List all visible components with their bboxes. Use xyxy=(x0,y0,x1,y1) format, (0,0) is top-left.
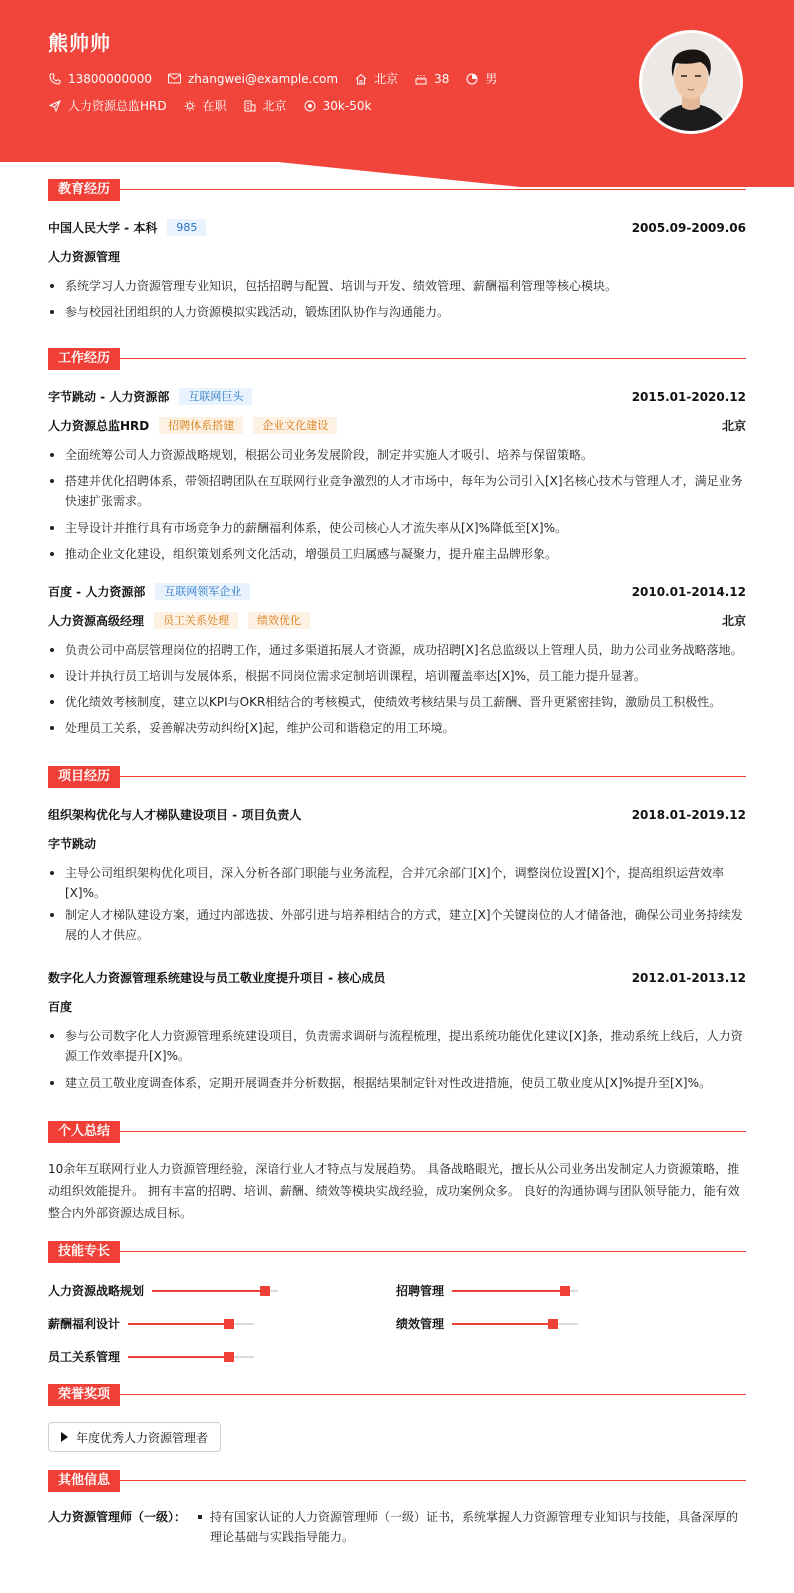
section-divider xyxy=(48,358,746,359)
major-row xyxy=(48,248,746,265)
skill-bar-knob xyxy=(560,1286,570,1296)
skill-name: 薪酬福利设计 xyxy=(48,1317,121,1331)
job-title-row xyxy=(48,612,746,629)
section-divider xyxy=(48,1131,746,1132)
section-divider xyxy=(48,1251,746,1252)
avatar-photo xyxy=(642,33,740,131)
phone-item xyxy=(48,72,152,86)
job-tag: 企业文化建设 xyxy=(253,417,337,434)
skill-bar xyxy=(128,1356,254,1358)
section-title: 项目经历 xyxy=(48,766,120,788)
skill-name: 人力资源战略规划 xyxy=(48,1284,145,1298)
target-position-item xyxy=(48,97,167,114)
job-intent-row xyxy=(48,97,387,114)
other-info-desc: 持有国家认证的人力资源管理师（一级）证书，系统掌握人力资源管理专业知识与技能，具备深厚的理论基础与实践指导能力。 xyxy=(210,1510,739,1544)
skill-bar xyxy=(452,1323,578,1325)
status-icon xyxy=(183,99,197,113)
section-header xyxy=(48,348,746,370)
home-icon xyxy=(354,72,368,86)
salary-item xyxy=(303,99,372,113)
skill-bar-fill xyxy=(452,1323,553,1325)
company-name: 百度 - 人力资源部 xyxy=(48,585,146,599)
section-divider xyxy=(48,1480,746,1481)
skill-item xyxy=(48,1282,278,1299)
list-item: 搭建并优化招聘体系，带领招聘团队在互联网行业竞争激烈的人才市场中，每年为公司引入[X]名核心技术与管理人才，满足业务快速扩张需求。 xyxy=(48,471,746,511)
skill-bar-fill xyxy=(452,1290,565,1292)
education-section xyxy=(48,179,746,319)
job-title-row xyxy=(48,417,746,434)
skill-bar-fill xyxy=(128,1323,229,1325)
skill-bar-knob xyxy=(260,1286,270,1296)
section-title: 教育经历 xyxy=(48,179,120,201)
age-text: 38 xyxy=(434,71,450,86)
list-item: 主导公司组织架构优化项目，深入分析各部门职能与业务流程，合并冗余部门[X]个，调整岗位设置[X]个，提高组织运营效率[X]%。 xyxy=(48,863,746,903)
skill-bar-knob xyxy=(224,1352,234,1362)
section-divider xyxy=(48,189,746,190)
skill-item xyxy=(396,1282,578,1299)
email-text: zhangwei@example.com xyxy=(187,71,339,86)
other-info-label: 人力资源管理师（一级）： xyxy=(48,1510,187,1524)
age-item xyxy=(414,72,449,86)
salary-text: 30k-50k xyxy=(322,98,372,113)
list-item: 处理员工关系，妥善解决劳动纠纷[X]起，维护公司和谐稳定的用工环境。 xyxy=(48,718,746,738)
company-tag: 互联网巨头 xyxy=(179,388,252,405)
section-header xyxy=(48,1121,746,1143)
job-header-row xyxy=(48,583,746,600)
list-item: 优化绩效考核制度，建立以KPI与OKR相结合的考核模式，使绩效考核结果与员工薪酬、晋升更紧密挂钩，激励员工积极性。 xyxy=(48,692,746,712)
skill-name: 绩效管理 xyxy=(396,1317,445,1331)
section-title: 荣誉奖项 xyxy=(48,1384,120,1406)
section-title: 工作经历 xyxy=(48,348,120,370)
job-title: 人力资源高级经理 xyxy=(48,614,145,628)
list-item: 参与公司数字化人力资源管理系统建设项目，负责需求调研与流程梳理，提出系统功能优化建议[X]条，推动系统上线后，人力资源工作效率提升[X]%。 xyxy=(48,1026,746,1066)
job-tag: 招聘体系搭建 xyxy=(159,417,243,434)
resume-header xyxy=(0,0,794,187)
play-icon xyxy=(61,1432,68,1442)
section-header xyxy=(48,766,746,788)
list-item: 制定人才梯队建设方案，通过内部选拔、外部引进与培养相结合的方式，建立[X]个关键岗位的人才储备池，确保公司业务持续发展的人才供应。 xyxy=(48,905,746,945)
square-bullet-icon xyxy=(198,1515,202,1519)
education-header-row xyxy=(48,219,746,236)
gender-item xyxy=(465,70,497,87)
company-tag: 互联网领军企业 xyxy=(155,583,250,600)
job-title: 人力资源总监HRD xyxy=(48,419,150,433)
award-text: 年度优秀人力资源管理者 xyxy=(76,1430,209,1445)
summary-text: 10余年互联网行业人力资源管理经验，深谙行业人才特点与发展趋势。 具备战略眼光，擅长从公司业务出发制定人力资源策略，推动组织效能提升。 拥有丰富的招聘、培训、薪酬、绩效等模块实战经验，成功案例众多。 良好的沟通协调与团队领导能力，能有效整合内外部资源达成目标。 xyxy=(48,1162,740,1220)
status-text: 在职 xyxy=(202,99,227,113)
skill-bar xyxy=(452,1290,578,1292)
skill-item xyxy=(396,1315,578,1332)
list-item: 主导设计并推行具有市场竞争力的薪酬福利体系，使公司核心人才流失率从[X]%降低至[X]%。 xyxy=(48,518,746,538)
project-org-row xyxy=(48,998,746,1015)
section-divider xyxy=(48,1394,746,1395)
project-header-row xyxy=(48,806,746,823)
list-item: 参与校园社团组织的人力资源模拟实践活动，锻炼团队协作与沟通能力。 xyxy=(48,302,746,322)
job-tag: 绩效优化 xyxy=(248,612,310,629)
list-item: 负责公司中高层管理岗位的招聘工作，通过多渠道拓展人才资源，成功招聘[X]名总监级以上管理人员，助力公司业务战略落地。 xyxy=(48,640,746,660)
age-icon xyxy=(414,72,428,86)
job-period: 2015.01-2020.12 xyxy=(631,389,746,404)
location-item xyxy=(354,70,398,87)
skill-bar-fill xyxy=(152,1290,265,1292)
project-name: 组织架构优化与人才梯队建设项目 - 项目负责人 xyxy=(48,808,302,822)
email-item xyxy=(168,72,338,86)
target-city-text: 北京 xyxy=(262,99,287,113)
job-period: 2010.01-2014.12 xyxy=(631,584,746,599)
project-period: 2012.01-2013.12 xyxy=(631,970,746,985)
project-org: 字节跳动 xyxy=(48,837,97,851)
target-city-item xyxy=(243,97,287,114)
section-header xyxy=(48,1241,746,1263)
skill-name: 员工关系管理 xyxy=(48,1350,121,1364)
awards-section xyxy=(48,1384,746,1445)
section-title: 其他信息 xyxy=(48,1470,120,1492)
project-org-row xyxy=(48,835,746,852)
candidate-name: 熊帅帅 xyxy=(48,31,111,55)
mail-icon xyxy=(168,72,182,86)
job-tag: 员工关系处理 xyxy=(154,612,238,629)
projects-section xyxy=(48,766,746,1090)
building-icon xyxy=(243,99,257,113)
list-item: 全面统筹公司人力资源战略规划，根据公司业务发展阶段，制定并实施人才吸引、培养与保留策略。 xyxy=(48,445,746,465)
skill-bar-knob xyxy=(548,1319,558,1329)
skill-bar-fill xyxy=(128,1356,229,1358)
job-city: 北京 xyxy=(721,419,746,433)
location-text: 北京 xyxy=(374,72,399,86)
skills-section xyxy=(48,1241,746,1364)
school-tag: 985 xyxy=(167,219,206,236)
list-item: 推动企业文化建设，组织策划系列文化活动，增强员工归属感与凝聚力，提升雇主品牌形象。 xyxy=(48,544,746,564)
skill-item xyxy=(48,1348,254,1365)
skill-item xyxy=(48,1315,254,1332)
phone-text: 13800000000 xyxy=(68,71,152,86)
list-item: 系统学习人力资源管理专业知识，包括招聘与配置、培训与开发、绩效管理、薪酬福利管理等核心模块。 xyxy=(48,276,746,296)
contact-row xyxy=(48,70,513,87)
section-title: 个人总结 xyxy=(48,1121,120,1143)
other-section xyxy=(48,1470,746,1544)
phone-icon xyxy=(48,72,62,86)
other-info-row xyxy=(48,1507,746,1547)
send-icon xyxy=(48,99,62,113)
section-divider xyxy=(48,776,746,777)
section-header xyxy=(48,179,746,201)
skill-bar-knob xyxy=(224,1319,234,1329)
gender-text: 男 xyxy=(485,72,498,86)
job-city: 北京 xyxy=(721,614,746,628)
section-header xyxy=(48,1470,746,1492)
major-name: 人力资源管理 xyxy=(48,250,121,264)
section-header xyxy=(48,1384,746,1406)
other-info-text xyxy=(186,1507,746,1547)
avatar xyxy=(639,30,743,134)
gender-icon xyxy=(465,72,479,86)
education-period: 2005.09-2009.06 xyxy=(631,220,746,235)
status-item xyxy=(183,97,227,114)
job-header-row xyxy=(48,388,746,405)
project-org: 百度 xyxy=(48,1000,73,1014)
summary-section xyxy=(48,1121,746,1220)
section-title: 技能专长 xyxy=(48,1241,120,1263)
salary-icon xyxy=(303,99,317,113)
project-header-row xyxy=(48,969,746,986)
skill-bar xyxy=(152,1290,278,1292)
work-section xyxy=(48,348,746,735)
skill-name: 招聘管理 xyxy=(396,1284,445,1298)
project-period: 2018.01-2019.12 xyxy=(631,807,746,822)
school-name: 中国人民大学 - 本科 xyxy=(48,221,158,235)
award-item xyxy=(48,1422,221,1452)
target-position-text: 人力资源总监HRD xyxy=(68,99,167,113)
project-name: 数字化人力资源管理系统建设与员工敬业度提升项目 - 核心成员 xyxy=(48,971,386,985)
list-item: 设计并执行员工培训与发展体系，根据不同岗位需求定制培训课程，培训覆盖率达[X]%，员工能力提升显著。 xyxy=(48,666,746,686)
skill-bar xyxy=(128,1323,254,1325)
list-item: 建立员工敬业度调查体系，定期开展调查并分析数据，根据结果制定针对性改进措施，使员工敬业度从[X]%提升至[X]%。 xyxy=(48,1073,746,1093)
company-name: 字节跳动 - 人力资源部 xyxy=(48,390,170,404)
